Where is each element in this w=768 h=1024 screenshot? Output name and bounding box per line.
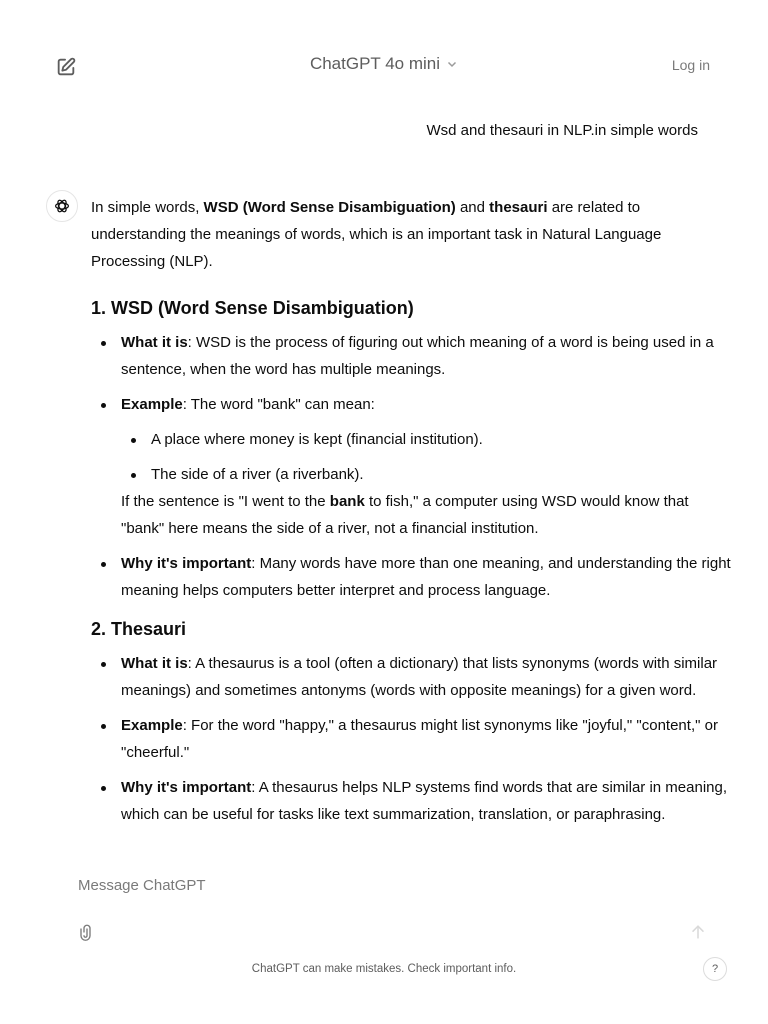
list-item: A place where money is kept (financial institution). — [121, 426, 731, 453]
list-item: Why it's important: A thesaurus helps NLP systems find words that are similar in meaning, which can be useful for tasks like text summarization, translation, or paraphrasing. — [91, 774, 731, 828]
user-message: Wsd and thesauri in NLP.in simple words — [426, 122, 698, 139]
list-item: What it is: WSD is the process of figuring out which meaning of a word is being used in a sentence, when the word has multiple meanings. — [91, 329, 731, 383]
assistant-answer — [91, 194, 731, 828]
list-item: Example: The word "bank" can mean: A place where money is kept (financial institution). The side of a river (a riverbank). If the sentence is "I went to the bank to fish," a computer using WSD would know that "bank" here means the side of a river, not a financial institution. — [91, 391, 731, 542]
arrow-up-icon[interactable] — [688, 922, 708, 942]
list-item: What it is: A thesaurus is a tool (often a dictionary) that lists synonyms (words with similar meanings) and sometimes antonyms (words with opposite meanings) for a given word. — [91, 650, 731, 704]
login-button[interactable]: Log in — [671, 57, 710, 73]
intro-term-thesauri: thesauri — [489, 199, 548, 216]
paperclip-icon[interactable] — [78, 922, 96, 942]
intro-term-wsd: WSD (Word Sense Disambiguation) — [203, 199, 456, 216]
model-name: ChatGPT 4o mini — [309, 54, 441, 73]
bank-meanings-list — [121, 426, 731, 488]
intro-paragraph: In simple words, WSD (Word Sense Disambiguation) and thesauri are related to understanding the meanings of words, which is an important task in Natural Language Processing (NLP). — [91, 199, 662, 270]
message-input[interactable]: Message ChatGPT — [78, 877, 206, 894]
list-item: Why it's important: Many words have more than one meaning, and understanding the right meaning helps computers better interpret and process language. — [91, 550, 731, 604]
heading-thesauri: 2. Thesauri — [91, 619, 187, 639]
example-note: If the sentence is "I went to the bank to fish," a computer using WSD would know that "bank" here means the side of a river, not a financial institution. — [121, 493, 689, 537]
chevron-down-icon — [446, 58, 458, 70]
thesauri-list — [91, 650, 731, 828]
disclaimer-text: ChatGPT can make mistakes. Check important info. — [251, 963, 517, 975]
openai-logo-icon — [53, 197, 71, 215]
model-selector[interactable] — [0, 54, 768, 74]
wsd-list — [91, 329, 731, 604]
list-item: Example: For the word "happy," a thesaurus might list synonyms like "joyful," "content," or "cheerful." — [91, 712, 731, 766]
top-header — [0, 0, 768, 130]
heading-wsd: 1. WSD (Word Sense Disambiguation) — [91, 298, 414, 318]
help-button[interactable]: ? — [703, 957, 727, 981]
assistant-avatar — [46, 190, 78, 222]
list-item: The side of a river (a riverbank). — [121, 461, 731, 488]
